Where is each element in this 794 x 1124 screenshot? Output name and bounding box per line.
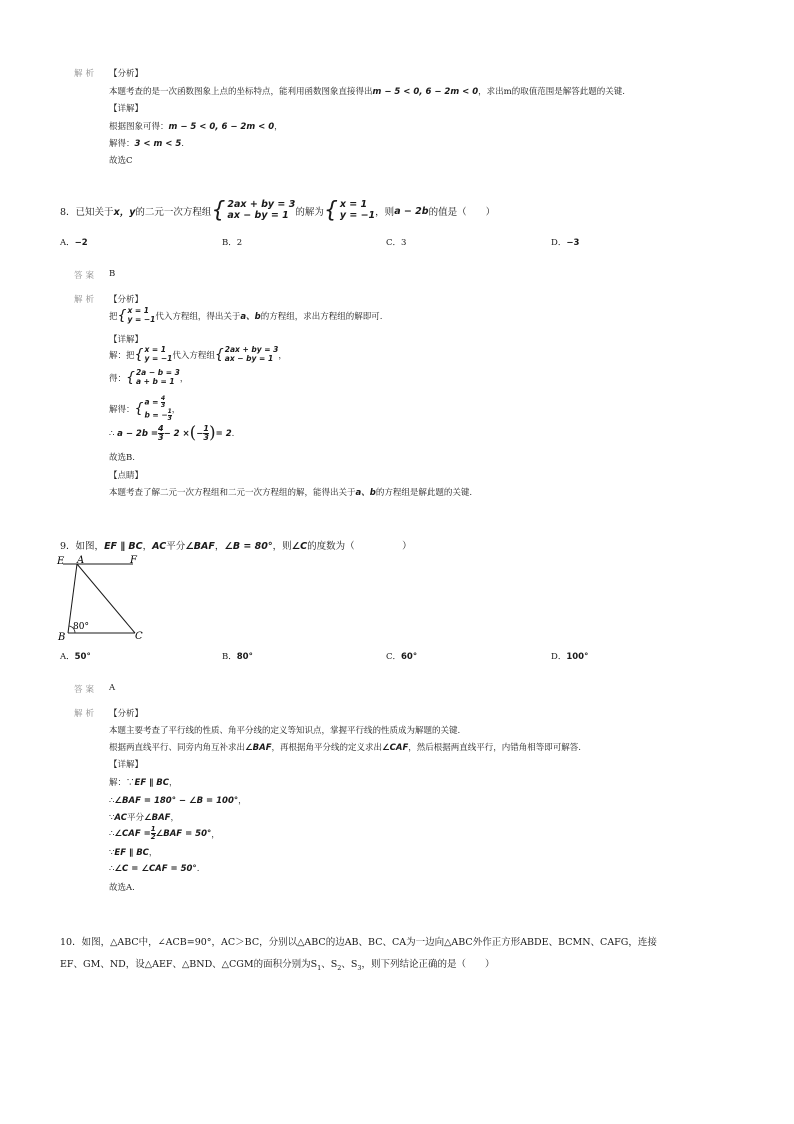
q8-note: 本题考查了解二元一次方程组和二元一次方程组的解，能得出关于a、b的方程组是解此题的关键. [109, 488, 473, 498]
xiangjie-heading: 【详解】 [109, 760, 144, 770]
fenxi-heading: 【分析】 [109, 69, 144, 79]
q9-option-b: B．80° [222, 652, 253, 662]
label-e: E [57, 556, 65, 567]
q9-option-d: D．100° [551, 652, 589, 662]
q9-option-c: C．60° [386, 652, 418, 662]
fenxi-heading: 【分析】 [109, 709, 144, 719]
q9-detail-line: ∴∠BAF = 180° − ∠B = 100°， [109, 796, 247, 806]
analysis-tag: 解析 [74, 69, 98, 79]
q8-detail-line: 解：把 { x = 1 y = −1 代入方程组 { 2ax + by = 3 ax − by = 1 ， [109, 345, 287, 363]
q9-option-a: A．50° [60, 652, 91, 662]
q8-option-b: B．2 [222, 238, 243, 248]
q8-conclusion: 故选B. [109, 453, 135, 463]
q9-analysis-text: 本题主要考查了平行线的性质、角平分线的定义等知识点，掌握平行线的性质成为解题的关键. [109, 726, 461, 736]
answer-tag: 答案 [74, 685, 98, 695]
q9-detail-line: ∵EF ∥ BC， [109, 848, 158, 858]
label-c: C [135, 631, 143, 642]
label-a: A [77, 555, 85, 566]
q9-detail-line: 解：∵EF ∥ BC， [109, 778, 178, 788]
q8-answer: B [109, 269, 116, 279]
xiangjie-heading: 【详解】 [109, 104, 144, 114]
label-f: F [130, 555, 137, 566]
fenxi-heading: 【分析】 [109, 295, 144, 305]
q7-conclusion: 故选C [109, 156, 133, 166]
analysis-tag: 解析 [74, 295, 98, 305]
q8-detail-line: 解得： { a = $\frac{4}{3}$ b = − $\frac{1}{3}$ ， [109, 395, 181, 422]
q10-stem-line1: 10．如图，△ABC中，∠ACB=90°，AC＞BC，分别以△ABC的边AB、BC、CA为一边向△ABC外作正方形ABDE、BCMN、CAFG，连接 [60, 937, 657, 948]
q7-analysis-text: 本题考查的是一次函数图象上点的坐标特点，能利用函数图象直接得出m − 5 < 0, 6 − 2m < 0，求出m的取值范围是解答此题的关键. [109, 87, 625, 97]
q9-analysis-text: 根据两直线平行、同旁内角互补求出∠BAF，再根据角平分线的定义求出∠CAF，然后根据两直线平行，内错角相等即可解答. [109, 743, 581, 753]
label-b: B [58, 632, 66, 643]
q10-stem-line2: EF、GM、ND，设△AEF、△BND、△CGM的面积分别为$S_1$、$S_2$、$S_3$，则下列结论正确的是（ ） [60, 959, 495, 972]
q9-figure [55, 552, 155, 644]
q9-answer: A [109, 683, 116, 693]
q7-detail-line: 解得：3 < m < 5. [109, 139, 184, 149]
q9-detail-line: ∵AC平分∠BAF， [109, 813, 179, 823]
q8-analysis-text: 把 { x = 1 y = −1 代入方程组，得出关于 a、b 的方程组，求出方程组的解即可. [109, 306, 383, 324]
q8-detail-line: ∴ a − 2b = 4 3 − 2 × ( − 1 3 ) = 2 . [109, 423, 235, 444]
analysis-tag: 解析 [74, 709, 98, 719]
q9-detail-line: ∴ ∠CAF = $\frac{1}{2}$ ∠BAF = 50° ， [109, 825, 220, 841]
q8-option-d: D．−3 [551, 238, 580, 248]
dianjing-heading: 【点睛】 [109, 471, 144, 481]
xiangjie-heading: 【详解】 [109, 335, 144, 345]
answer-tag: 答案 [74, 271, 98, 281]
q8-stem: 8． 已知关于 x，y 的二元一次方程组 { 2ax + by = 3 ax − by = 1 的解为 { x = 1 y = −1 ，则 a − 2b 的值是（ ） [60, 198, 496, 223]
q7-detail-line: 根据图象可得：m − 5 < 0, 6 − 2m < 0， [109, 122, 283, 132]
q8-detail-line: 得： { 2a − b = 3 a + b = 1 ， [109, 368, 189, 386]
q9-detail-line: ∴∠C = ∠CAF = 50°. [109, 864, 200, 874]
q8-option-a: A．−2 [60, 238, 88, 248]
q9-conclusion: 故选A. [109, 883, 135, 893]
q8-option-c: C．3 [386, 238, 407, 248]
q9-stem: 9．如图，EF ∥ BC，AC平分∠BAF，∠B = 80°，则∠C的度数为（ ） [60, 541, 412, 552]
angle-label: 80° [73, 622, 89, 632]
